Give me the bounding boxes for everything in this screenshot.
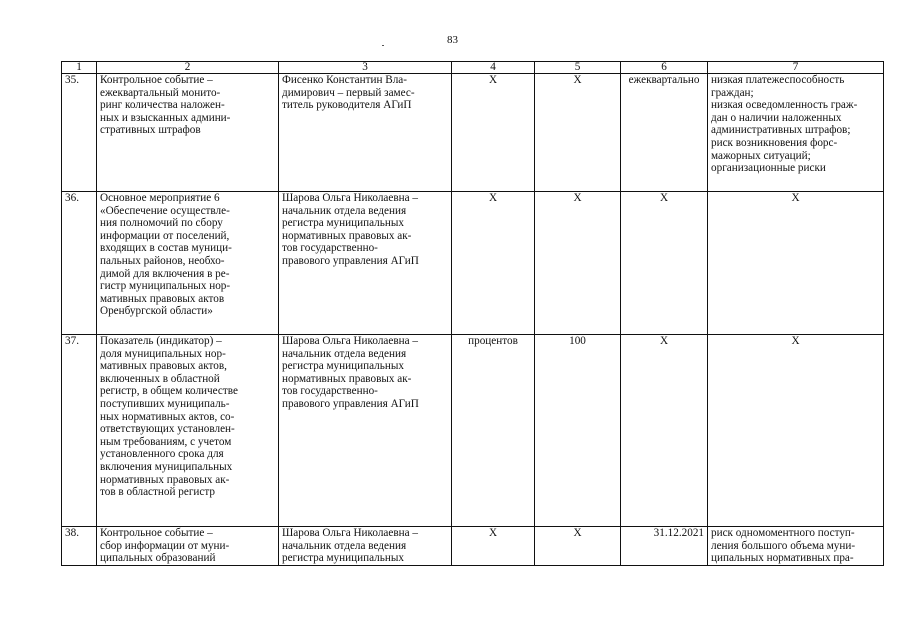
row-value: 100	[535, 335, 621, 527]
header-cell-7: 7	[708, 62, 884, 74]
row-unit: X	[452, 74, 535, 192]
row-name: Основное мероприятие 6 «Обеспечение осуществле- ния полномочий по сбору информации от поселений, входящих в состав муници- пальных районов, необхо- димой для включения в ре- гистр муниципальных нор- мативных правовых актов Оренбургской области»	[97, 192, 279, 335]
row-value: X	[535, 74, 621, 192]
row-risks: низкая платежеспособность граждан; низкая осведомленность граж- дан о наличии наложенных административных штрафов; риск возникновения форс- мажорных ситуаций; организационные риски	[708, 74, 884, 192]
scan-speck	[382, 45, 384, 46]
row-term: ежеквартально	[621, 74, 708, 192]
row-value: X	[535, 527, 621, 566]
row-risks: риск одномоментного поступ- ления большого объема муни- ципальных нормативных пра-	[708, 527, 884, 566]
row-unit: процентов	[452, 335, 535, 527]
row-unit: X	[452, 192, 535, 335]
row-number: 36.	[62, 192, 97, 335]
page-number: 83	[447, 34, 458, 46]
table-row	[62, 335, 884, 527]
row-number: 38.	[62, 527, 97, 566]
row-responsible: Фисенко Константин Вла- димирович – первый замес- титель руководителя АГиП	[279, 74, 452, 192]
table-row	[62, 74, 884, 192]
row-term: X	[621, 192, 708, 335]
row-responsible: Шарова Ольга Николаевна – начальник отдела ведения регистра муниципальных нормативных правовых ак- тов государственно- правового управления АГиП	[279, 192, 452, 335]
document-table	[61, 61, 884, 566]
header-cell-2: 2	[97, 62, 279, 74]
header-cell-3: 3	[279, 62, 452, 74]
row-value: X	[535, 192, 621, 335]
row-term: 31.12.2021	[621, 527, 708, 566]
table-row	[62, 527, 884, 566]
row-name: Контрольное событие – ежеквартальный монито- ринг количества наложен- ных и взысканных админи- стративных штрафов	[97, 74, 279, 192]
header-cell-5: 5	[535, 62, 621, 74]
header-cell-4: 4	[452, 62, 535, 74]
row-responsible: Шарова Ольга Николаевна – начальник отдела ведения регистра муниципальных нормативных правовых ак- тов государственно- правового управления АГиП	[279, 335, 452, 527]
row-risks: X	[708, 335, 884, 527]
row-number: 35.	[62, 74, 97, 192]
row-number: 37.	[62, 335, 97, 527]
row-term: X	[621, 335, 708, 527]
header-cell-6: 6	[621, 62, 708, 74]
row-name: Показатель (индикатор) – доля муниципальных нор- мативных правовых актов, включенных в областной регистр, в общем количестве поступивших муниципаль- ных нормативных актов, со- ответствующих установлен- ным требованиям, с учетом установленного срока для включения муниципальных нормативных правовых ак- тов в областной регистр	[97, 335, 279, 527]
row-name: Контрольное событие – сбор информации от муни- ципальных образований	[97, 527, 279, 566]
row-unit: X	[452, 527, 535, 566]
row-responsible: Шарова Ольга Николаевна – начальник отдела ведения регистра муниципальных	[279, 527, 452, 566]
row-risks: X	[708, 192, 884, 335]
header-cell-1: 1	[62, 62, 97, 74]
table-row	[62, 192, 884, 335]
header-row	[62, 62, 884, 74]
